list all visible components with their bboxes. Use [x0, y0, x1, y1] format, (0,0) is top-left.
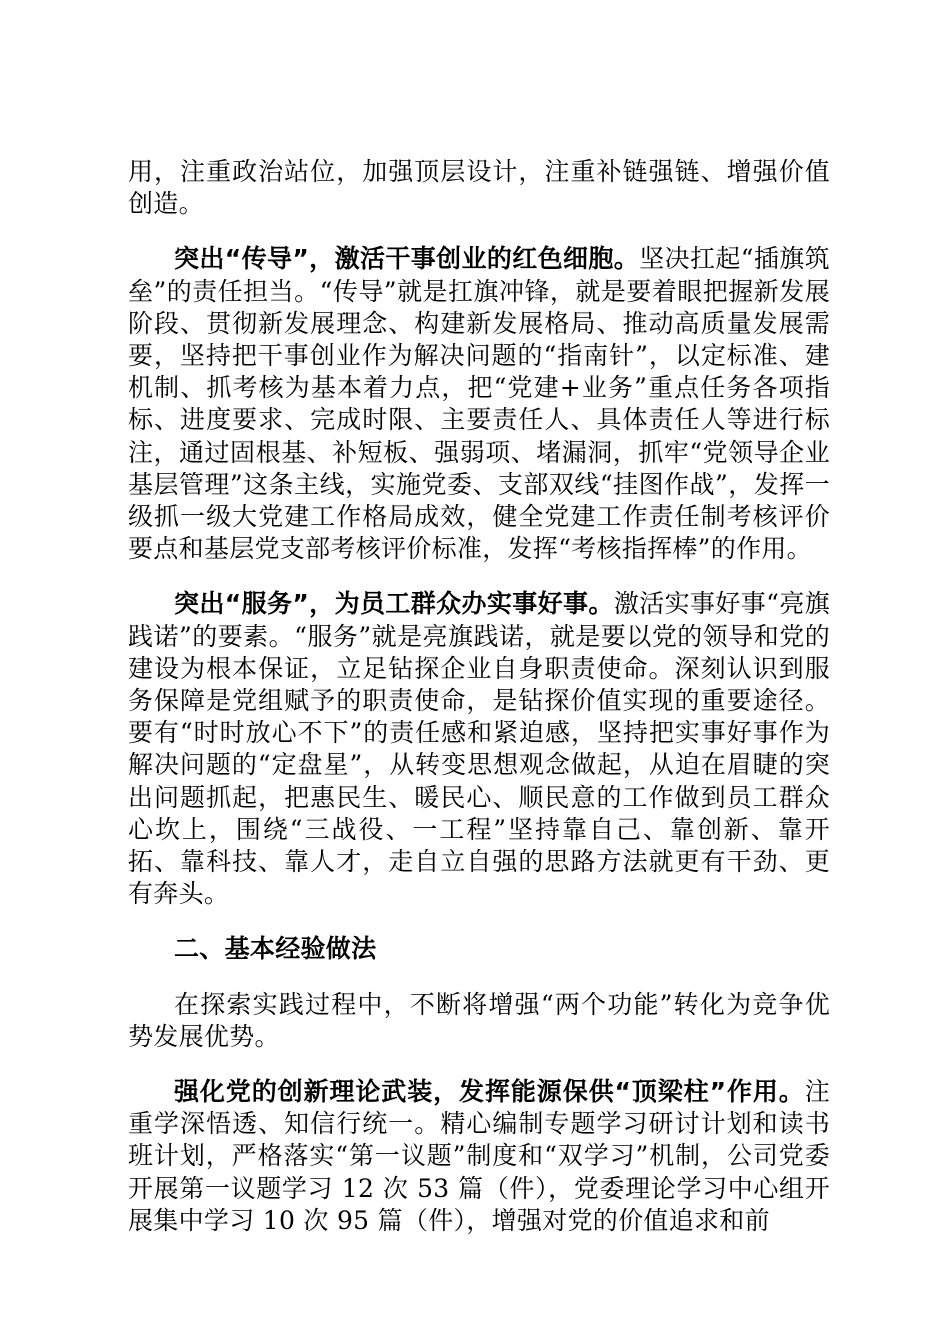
paragraph-text: 用，注重政治站位，加强顶层设计，注重补链强链、增强价值创造。 — [128, 157, 830, 219]
document-page — [128, 156, 830, 1237]
paragraph-text: 坚决扛起“插旗筑垒”的责任担当。“传导”就是扛旗冲锋，就是要着眼把握新发展阶段、贯彻新发展理念、构建新发展格局、推动高质量发展需要，坚持把干事创业作为解决问题的“指南针”，以定标准、建机制、抓考核为基本着力点，把“党建+业务”重点任务各项指标、进度要求、完成时限、主要责任人、具体责任人等进行标注，通过固根基、补短板、强弱项、堵漏洞，抓牢“党领导企业基层管理”这条主线，实施党委、支部双线“挂图作战”，发挥一级抓一级大党建工作格局成效，健全党建工作责任制考核评价要点和基层党支部考核评价标准，发挥“考核指挥棒”的作用。 — [128, 244, 830, 564]
paragraph-lead-heading: 强化党的创新理论武装，发挥能源保供“顶梁柱”作用。 — [174, 1077, 805, 1107]
paragraph-service — [128, 588, 830, 910]
paragraph-lead-heading: 突出“传导”，激活干事创业的红色细胞。 — [174, 244, 640, 274]
paragraph-theory — [128, 1076, 830, 1237]
paragraph-text: 注重学深悟透、知信行统一。精心编制专题学习研讨计划和读书班计划，严格落实“第一议题”制度和“双学习”机制，公司党委开展第一议题学习 12 次 53 篇（件），党委理论学习中心组开展集中学习 10 次 95 篇（件），增强对党的价值追求和前 — [128, 1077, 830, 1235]
paragraph-intro — [128, 989, 830, 1053]
section-heading: 二、基本经验做法 — [174, 934, 377, 964]
paragraph-text: 在探索实践过程中，不断将增强“两个功能”转化为竞争优势发展优势。 — [128, 989, 830, 1051]
paragraph-text: 激活实事好事“亮旗践诺”的要素。“服务”就是亮旗践诺，就是要以党的领导和党的建设为根本保证，立足钻探企业自身职责使命。深刻认识到服务保障是党组赋予的职责使命，是钻探价值实现的重要途径。要有“时时放心不下”的责任感和紧迫感，坚持把实事好事作为解决问题的“定盘星”，从转变思想观念做起，从迫在眉睫的突出问题抓起，把惠民生、暖民心、顺民意的工作做到员工群众心坎上，围绕“三战役、一工程”坚持靠自己、靠创新、靠开拓、靠科技、靠人才，走自立自强的思路方法就更有干劲、更有奔头。 — [128, 589, 831, 909]
paragraph-lead-heading: 突出“服务”，为员工群众办实事好事。 — [174, 589, 614, 619]
paragraph-continuation — [128, 156, 830, 220]
paragraph-transmission — [128, 243, 830, 565]
